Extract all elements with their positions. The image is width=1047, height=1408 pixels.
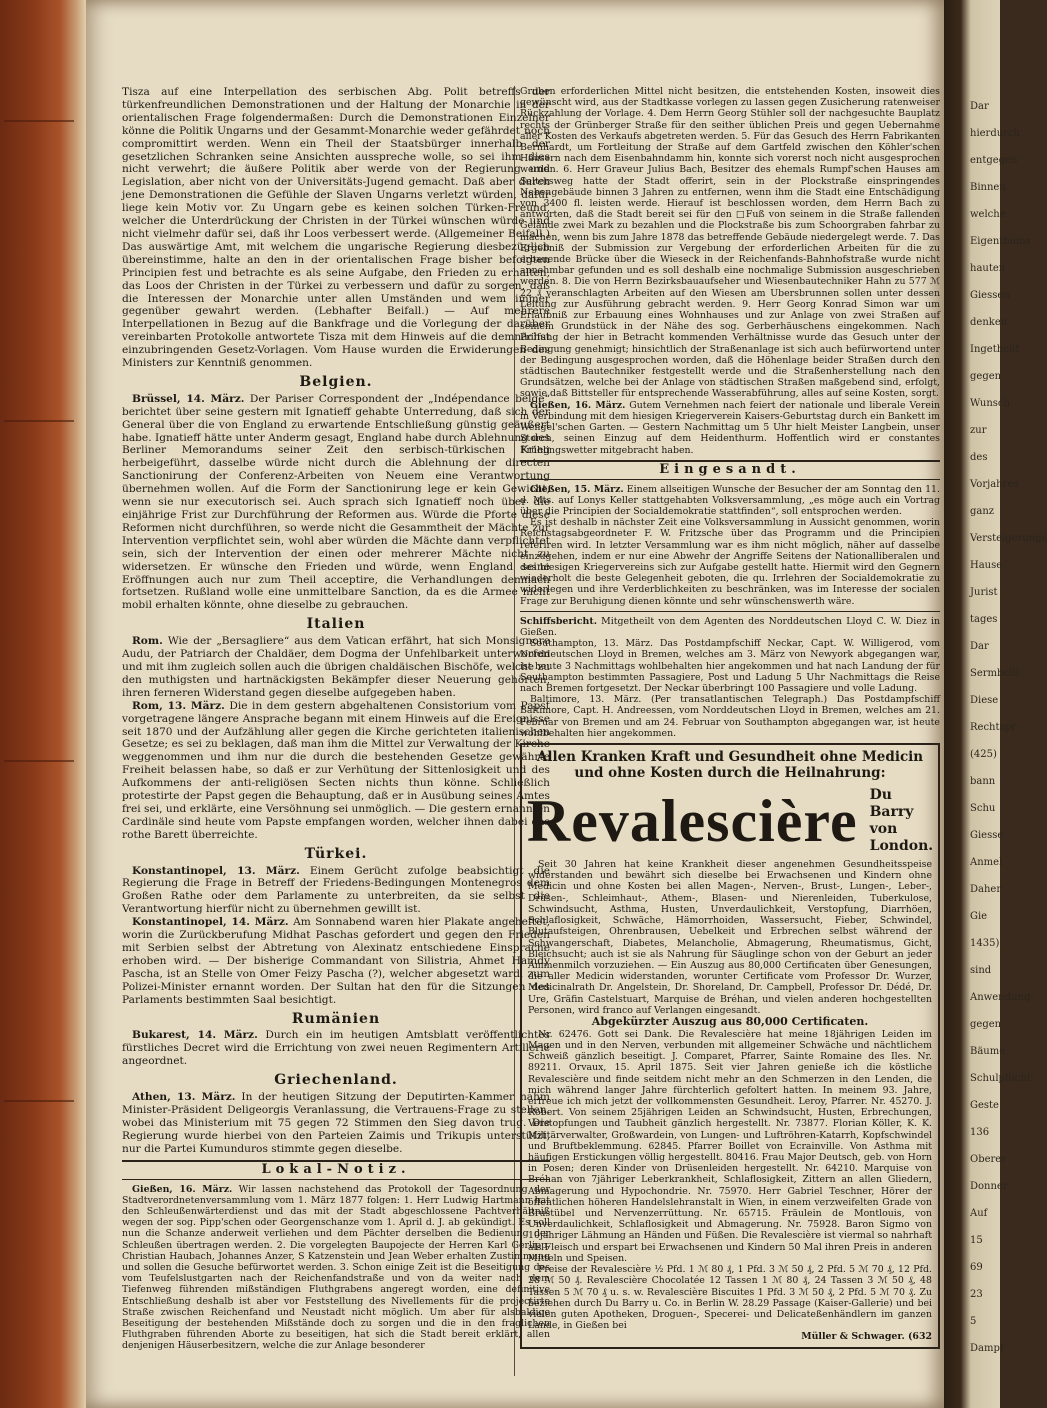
dateline-brussel: Brüssel, 14. März. <box>132 392 245 405</box>
ad-number: (632 <box>907 1331 932 1343</box>
edge-snippet: tages <box>970 614 998 625</box>
edge-snippet: 136 <box>970 1127 990 1138</box>
edge-snippet: Versteigerungs <box>970 533 1047 544</box>
dateline-rom-13: Rom, 13. März. <box>132 699 225 712</box>
edge-snippet: 69 <box>970 1262 983 1273</box>
ad-body-1: Seit 30 Jahren hat keine Krankheit dieser angenehmen Gesundheitsspeise widerstanden und bewährt sich dieselbe bei Erwachsenen und Kindern ohne Medicin und ohne Kosten bei allen Magen-, Nerven-, Brust-, Lungen-, Leber-, Drüsen-, Schleimhaut-, Athem-, Blasen- und Nierenleiden, Tuberkulose, Schwindsucht, Asthma, Husten, Unverdaulichkeit, Verstopfung, Diarrhöen, Schlaflosigkeit, Schwäche, Hämorrhoiden, Wassersucht, Fieber, Schwindel, Blutaufsteigen, Ohrenbrausen, Uebelkeit und Erbrechen selbst während der Schwangerschaft, Diabetes, Melancholie, Abmagerung, Rheumatismus, Gicht, Bleichsucht; auch ist sie als Nahrung für Säuglinge schon von der Geburt an jeder Ammenmilch vorzuziehen. — Ein Auszug aus 80,000 Certificaten über Genesungen, die aller Medicin widerstanden, worunter Certificate vom Professor Dr. Wurzer, Medicinalrath Dr. Angelstein, Dr. Shoreland, Dr. Campbell, Professor Dr. Dédé, Dr. Ure, Gräfin Castelstuart, Marquise de Bréhan, und vielen anderen hochgestellten Personen, wird franco auf Verlangen eingesandt. <box>528 859 932 1016</box>
dateline-rom: Rom. <box>132 635 163 648</box>
edge-snippet: Geste <box>970 1100 999 1111</box>
ad-body-2: Nr. 62476. Gott sei Dank. Die Revalescière hat meine 18jährigen Leiden im Magen und in den Nerven, verbunden mit allgemeiner Schwäche und nächtlichem Schweiß gänzlich beseitigt. J. Comparet, Pfarrer, Sainte Romaine des Iles. Nr. 89211. Orvaux, 15. April 1875. Seit vier Jahren genieße ich die köstliche Revalescière und finde seitdem nicht mehr an den Schmerzen in den Lenden, die mich während langer Jahre fürchterlich gefoltert hatten. In meinem 93. Jahre, erfreue ich mich jetzt der vollkommensten Gesundheit. Leroy, Pfarrer. Nr. 45270. J. Robert. Von seinem 25jährigen Leiden an Schwindsucht, Husten, Erbrechungen, Verstopfungen und Taubheit gänzlich hergestellt. Nr. 73877. Florian Köller, K. K. Militärverwalter, Großwardein, von Lungen- und Luftröhren-Katarrh, Kopfschwindel und Bruftbeklemmung. 62845. Pfarrer Boillet von Ecrainville. Von Asthma mit häufigen Erstickungen völlig hergestellt. 80416. Frau Major Deutsch, geb. von Horn in Posen; deren Kinder von Drüsenleiden hergestellt. Nr. 64210. Marquise von Bréhan von 7jähriger Leberkrankheit, Schlaflosigkeit, Zittern an allen Gliedern, Abmagerung und Hypochondrie. Nr. 75970. Herr Gabriel Teschner, Hörer der öffentlichen höheren Handelslehranstalt in Wien, in einem verzweifelten Grade von Brustübel und Nervenzerrüttung. Nr. 65715. Fräulein de Montlouis, von Unverdaulichkeit, Schlaflosigkeit und Abmagerung. Nr. 75928. Baron Sigmo von 10jähriger Lähmung an Händen und Füßen. Die Revalescière ist viermal so nahrhaft als Fleisch und erspart bei Erwachsenen und Kindern 50 Mal ihren Preis in anderen Mitteln und Speisen. <box>528 1028 932 1264</box>
ad-seller: Müller & Schwager. <box>801 1331 905 1343</box>
edge-snippet: Hause <box>970 560 1003 571</box>
tisza-paragraph: Tisza auf eine Interpellation des serbischen Abg. Polit betreffs der türkenfreundlichen Demonstrationen und der Haltung der Monarchie in der orientalischen Frage folgendermaßen: Durch die Demonstrationen Einzelner könne die Politik Ungarns und der Gesammt-Monarchie weder gefährdet noch compromittirt werden. Wenn ein Theil der Staatsbürger innerhalb der gesetzlichen Schranken seine Ansichten ausspreche wolle, so sei ihm dies nicht verwehrt; die äußere Politik aber werde von der Regierung und Legislation, aber nicht von der Universitäts-Jugend gemacht. Daß aber durch jene Demonstrationen die Gefühle der Slaven Ungarns verletzt würden, dafür liege kein Motiv vor. Zu Ungarn gebe es keinen solchen Türken-Freund, welcher die Unterdrückung der Christen in der Türkei wünschen würde und nicht vielmehr dafür sei, daß ihr Loos verbessert werde. (Allgemeiner Beifall.) Das auswärtige Amt, mit welchem die ungarische Regierung diesbezüglich übereinstimme, halte an den in der orientalischen Frage bisher befolgten Principien fest und betrachte es als seine Aufgabe, den Frieden zu erhalten, das Loos der Christen in der Türkei zu verbessern und dafür zu sorgen, daß die Interessen der Monarchie unter allen Umständen und wem immer gegenüber gewahrt werden. (Lebhafter Beifall.) — Auf mehrere Interpellationen in Bezug auf die Bankfrage und die Vorlegung der darüber vereinbarten Protokolle antwortete Tisza mit dem Hinweis auf die demnächst einzubringenden Gesetz-Vorlagen. Vom Hause wurden die Erwiderungen des Ministers zur Kenntniß genommen. <box>122 86 550 370</box>
edge-snippet: bann <box>970 776 996 787</box>
schiffsbericht-baltimore: Baltimore, 13. März. (Per transatlantischen Telegraph.) Das Postdampfschiff Baltimore, Capt. H. Andreessen, vom Norddeutschen Lloyd in Bremen, welches am 21. Februar von Bremen und am 24. Februar von Southampton abgegangen war, ist heute wohlbehalten hier angekommen. <box>520 694 940 739</box>
edge-snippet: Wunsch <box>970 398 1010 409</box>
edge-snippet: ganz <box>970 506 995 517</box>
edge-snippet: Oberer <box>970 1154 1006 1165</box>
edge-snippet: Vorjahres <box>970 479 1019 490</box>
heading-griechenland: Griechenland. <box>274 1072 398 1089</box>
edge-snippet: gegen <box>970 371 1002 382</box>
edge-snippet: zur <box>970 425 987 436</box>
konstantinopel-13-text: Einem Gerücht zufolge beabsichtigt die Regierung die Frage in Betreff der Friedens-Bedingungen Montenegros dem Großen Rathe oder dem Parlamente zu unterbreiten, da sie selbst die Verantwortung hierfür nicht zu übernehmen gewillt ist. <box>122 864 550 916</box>
heading-turkei: Türkei. <box>304 845 368 862</box>
edge-snippet: 23 <box>970 1289 983 1300</box>
heading-lokal-notiz: Lokal-Notiz. <box>122 1160 550 1180</box>
edge-snippet: Diese <box>970 695 999 706</box>
edge-snippet: Dar <box>970 641 989 652</box>
edge-snippet: Anmel <box>970 857 1003 868</box>
ad-headline: Allen Kranken Kraft und Gesundheit ohne Medicin und ohne Kosten durch die Heilnahrung: <box>536 749 924 782</box>
edge-snippet: welche <box>970 209 1006 220</box>
schiffsbericht-southampton: Southampton, 13. März. Das Postdampfschiff Neckar, Capt. W. Willigerod, vom Norddeutschen Lloyd in Bremen, welches am 3. März von Newyork abgegangen war, ist heute 3 Nachmittags wohlbehalten hier angekommen und hat nach Landung der für Southampton bestimmten Passagiere, Post und Ladung 5 Uhr Nachmittags die Reise nach Bremen fortgesetzt. Der Neckar überbringt 100 Passagiere und volle Ladung. <box>520 638 940 695</box>
edge-snippet: Bäume <box>970 1046 1006 1057</box>
edge-snippet: denken <box>970 317 1008 328</box>
heading-italien: Italien <box>306 616 366 633</box>
edge-snippet: Schulpflicht <box>970 1073 1031 1084</box>
edge-snippet: Daher <box>970 884 1002 895</box>
ad-signature <box>528 1331 932 1342</box>
heading-belgien: Belgien. <box>299 373 373 390</box>
edge-snippet: Dampf <box>970 1343 1004 1354</box>
ad-brand-by-1: Du Barry <box>869 787 914 821</box>
edge-snippet: Sermbelli <box>970 668 1019 679</box>
right-column <box>520 86 940 1349</box>
left-column <box>122 86 550 1352</box>
edge-snippet: 15 <box>970 1235 983 1246</box>
schiffsbericht-heading: Schiffsbericht. <box>520 615 597 627</box>
dateline-athen: Athen, 13. März. <box>132 1091 236 1104</box>
edge-snippet: Giessen <box>970 290 1010 301</box>
athen-text: In der heutigen Sitzung der Deputirten-Kammer nahm Minister-Präsident Deligeorgis Veranlassung, die Vertrauens-Frage zu stellen, wobei das Ministerium mit 75 gegen 72 Stimmen den Sieg davon trug. Die Regierung wurde hierbei von den Parteien Zaimis und Trikupis unterstützt, nur die Partei Kumunduros stimmte gegen dieselbe. <box>122 1091 550 1155</box>
edge-snippet: 5 <box>970 1316 977 1327</box>
edge-snippet: (425) <box>970 749 997 760</box>
ad-subheading: Abgekürzter Auszug aus 80,000 Certificaten. <box>591 1014 869 1028</box>
schiffsbericht-intro: Mitgetheilt von dem Agenten des Norddeutschen Lloyd C. W. Diez in Gießen. <box>520 615 940 639</box>
dateline-konstantinopel-14: Konstantinopel, 14. März. <box>132 916 289 929</box>
bukarest-text: Durch ein im heutigen Amtsblatt veröffentlichtes fürstliches Decret wird die Errichtung von zwei neuen Regimentern Artillerie angeordnet. <box>122 1029 550 1068</box>
edge-snippet: des <box>970 452 988 463</box>
edge-snippet: entgegen <box>970 155 1018 166</box>
heading-eingesandt: Eingesandt. <box>520 460 940 480</box>
edge-snippet: Eigenthums <box>970 236 1031 247</box>
konstantinopel-14-text: Am Sonnabend waren hier Plakate angeheftet, worin die Zurückberufung Midhat Paschas gefordert und gegen den Frieden mit Serbien selbst der Abtretung von Alexinatz entschiedene Einsprache erhoben wird. — Der bisherige Commandant von Silistria, Ahmet Hamdy Pascha, ist an Stelle von Omer Feizy Pascha (?), welcher abgesetzt ward, zum Polizei-Minister ernannt worden. Der Sultan hat den für die Sitzungen des Parlaments bestimmten Saal besichtigt. <box>122 916 550 1006</box>
dateline-konstantinopel-13: Konstantinopel, 13. März. <box>132 864 300 877</box>
ad-prices: Preise der Revalescière ½ Pfd. 1 ℳ 80 ₰, 1 Pfd. 3 ℳ 50 ₰, 2 Pfd. 5 ℳ 70 ₰, 12 Pfd. 28 ℳ 50 ₰. Revalescière Chocolatée 12 Tassen 1 ℳ 80 ₰, 24 Tassen 3 ℳ 50 ₰, 48 Tassen 5 ℳ 70 ₰ u. s. w. Revalescière Biscuites 1 Pfd. 3 ℳ 50 ₰, 2 Pfd. 5 ℳ 70 ₰. Zu beziehen durch Du Barry u. Co. in Berlin W. 28.29 Passage (Kaiser-Gallerie) und bei vielen guten Apotheken, Droguen-, Specerei- und Delicateßenhändlern im ganzen Lande, in Gießen bei <box>528 1264 932 1332</box>
edge-snippet: Gie <box>970 911 988 922</box>
eingesandt-text-2: Es ist deshalb in nächster Zeit eine Volksversammlung in Aussicht genommen, worin Reichstagsabgeordneter F. W. Fritzsche über das Programm und die Principien referiren wird. In letzter Versammlung war es ihm nicht möglich, näher auf dasselbe einzugehen, indem er nur eine Abwehr der Angriffe Seitens der Nationalliberalen und des hiesigen Kriegervereins sich zur Aufgabe gestellt hatte. Hiermit wird den Gegnern wiederholt die beste Gelegenheit geboten, die qu. Irrlehren der Socialdemokratie zu widerlegen und ihre Verderblichkeiten zu beschränken, was im Interesse der socialen Frage zur Beruhigung dienen könnte und sehr wünschenswerth wäre. <box>520 517 940 607</box>
revalesciere-advertisement <box>520 743 940 1348</box>
ad-brand-name: Revalescière <box>526 788 858 855</box>
edge-snippet: Donner <box>970 1181 1008 1192</box>
dateline-giessen: Gießen, 16. März. <box>132 1183 233 1195</box>
edge-snippet: sind <box>970 965 992 976</box>
ad-brand <box>528 787 932 855</box>
edge-snippet: hauten <box>970 263 1006 274</box>
divider-rule <box>520 611 940 612</box>
protocol-continuation: Gruben erforderlichen Mittel nicht besitzen, die entstehenden Kosten, insoweit dies gewünscht wird, aus der Stadtkasse vorlegen zu lassen gegen Zusicherung ratenweiser Rückzahlung der Vorlage. 4. Dem Herrn Georg Stühler soll der nachgesuchte Bauplatz rechts der Grünberger Straße für den seither üblichen Preis und gegen Uebernahme aller Kosten des Verkaufs abgetreten werden. 5. Für das Gesuch des Herrn Fabrikanten Bernhardt, um Fortleitung der Straße auf dem Gartfeld zwischen den Köhler'schen Häusern nach dem Eisenbahndamm hin, konnte sich vorerst noch nicht ausgesprochen werden. 6. Herr Graveur Julius Bach, Besitzer des ehemals Rumpf'schen Hauses am Seltersweg hatte der Stadt offerirt, sein in der Plockstraße einspringendes Nebengebäude binnen 3 Jahren zu entfernen, wenn ihm die Stadt eine Entschädigung von 3400 fl. leisten werde. Hierauf ist beschlossen worden, dem Herrn Bach zu antworten, daß die Stadt bereit sei für den □Fuß von seinem in die Straße fallenden Gelände zwei Mark zu bezahlen und die Plockstraße bis zum Schoorgraben fahrbar zu machen, wenn bis zum Jahre 1878 das betreffende Gebäude niedergelegt werde. 7. Das Ergebniß der Submission zur Vergebung der erforderlichen Arbeiten für die zu erbauende Brücke über die Wieseck in der Reichenfands-Bahnhofstraße wurde nicht annehmbar gefunden und es soll deshalb eine nochmalige Submission ausgeschrieben werden. 8. Die von Herrn Bezirksbauaufseher und Wiesenbautechniker Hahn zu 577 ℳ 22 ₰ veranschlagten Arbeiten auf den Wiesen am Ubersbrunnen sollen unter dessen Leitung zur Ausführung gebracht werden. 9. Herr Georg Konrad Simon war um Erlaubniß zur Erbauung eines Wohnhauses und zur Anlage von zwei Straßen auf seinem Grundstück in der Nähe des sog. Gerberhäuschens eingekommen. Nach Prüfung der hier in Betracht kommenden Verhältnisse wurde das Gesuch unter der Bedingung genehmigt; hinsichtlich der Straßenanlage ist sich auch befürwortend unter der Bedingung ausgesprochen worden, daß die Höhenlage beider Straßen durch den städtischen Bautechniker festgestellt werde und die Straßenherstellung nach den Grundsätzen, welche bei der Anlage von städtischen Straßen maßgebend sind, erfolgt, sowie daß Bittsteller für entsprechende Wasserabführung, alles auf seine Kosten, sorgt. <box>520 86 940 400</box>
edge-snippet: 1435) <box>970 938 1000 949</box>
book-next-page-edge <box>944 0 1047 1408</box>
edge-snippet: Ingetheilt <box>970 344 1020 355</box>
rom-text: Wie der „Bersagliere“ aus dem Vatican erfährt, hat sich Monsignore Audu, der Patriarch der Chaldäer, dem Dogma der Unfehlbarkeit unterworfen und mit ihm zugleich sollen auch die übrigen chaldäischen Bischöfe, welche zu den muthigsten und hartnäckigsten Bekämpfer dieser Neuerung gehörten, ihren ferneren Widerstand gegen dieselbe aufgegeben haben. <box>122 635 550 699</box>
edge-snippet: hierdurch <box>970 128 1020 139</box>
newspaper-page <box>86 0 944 1408</box>
edge-snippet: gegen <box>970 1019 1002 1030</box>
edge-snippet: Auf <box>970 1208 988 1219</box>
dateline-giessen-2: Gießen, 16. März. <box>530 399 626 411</box>
ad-brand-origin <box>870 787 934 855</box>
lokal-notiz-text: Wir lassen nachstehend das Protokoll der Tagesordnung der Stadtverordnetenversammlung vom 1. März 1877 folgen: 1. Herr Ludwig Hartmann hat den Schleußenwärterdienst und das mit der Stadt abgeschlossene Pachtverhältniß wegen der sog. Pipp'schen oder Georgenschanze vom 1. April d. J. ab gekündigt. Es soll nun die Schanze anderweit verliehen und dem Pächter derselben die Bedienung der Schleußen übertragen werden. 2. Die vorgelegten Baupojecte der Herren Karl Gerlipp, Christian Haubach, Johannes Anzer, S Katzenstein und Jean Weber erhalten Zustimmung und sollen die Gesuche befürwortet werden. 3. Schon einige Zeit ist die Beseitigung des vom Teufelslustgarten nach der Reichenfandstraße und von da weiter nach dem Tiefenweg führenden mißständigen Fluthgrabens angeregt worden, eine definitive Entschließung deshalb ist aber vor Feststellung des Nivellements für die projectirte Straße zwischen Reichenfand und Neustadt nicht möglich. Um aber für alsbaldige Beseitigung der bestehenden Mißstände doch zu sorgen und die in den fraglichen Fluthgraben führenden Aborte zu beseitigen, hat sich die Stadt bereit erklärt, allen denjenigen Häuserbesitzern, welche die zur Anlage besonderer <box>122 1183 550 1352</box>
brussel-text: Der Pariser Correspondent der „Indépendance belge“ berichtet über seine gestern mit Ignatieff gehabte Unterredung, daß sich der General über die von England zu erwartende Entschließung günstig geäußert habe. Ignatieff hätte unter Anderm gesagt, England habe durch Ablehnung des Berliner Memorandums seiner Zeit den serbisch-türkischen Krieg herbeigeführt, dasselbe würde nicht durch die Ablehnung der directen Sanctionirung der Conferenz-Arbeiten von Neuem eine Verantwortung übernehmen wollen. Auf die Form der Sanctionirung lege er kein Gewicht, wenn sie nur executorisch sei. Auch sprach sich Ignatieff noch über die einjährige Frist zur Durchführung der Reformen aus. Würde die Pforte diese Reformen nicht durchführen, so werde nicht die Gesammtheit der Mächte zur Intervention verpflichtet sein, wohl aber würden die Mächte dann verpflichtet sein, sich der Intervention der einen oder mehrerer Mächte nicht zu widersetzen. Er wünsche den Frieden und würde, wenn England seine Eröffnungen auch nur zum Theil acceptire, die Verhandlungen demnach fortsetzen. Rußland wolle eine unmittelbare Sanction, da es die Armee nicht mobil erhalten könnte, ohne dieselbe zu gebrauchen. <box>122 392 550 612</box>
dateline-eingesandt: Gießen, 15. März. <box>530 483 624 495</box>
edge-snippet: Schu <box>970 803 996 814</box>
heading-rumanien: Rumänien <box>291 1010 381 1027</box>
giessen-news-text: Gutem Vernehmen nach feiert der nationale und liberale Verein in Verbindung mit dem hiesigen Kriegerverein Kaisers-Geburtstag durch ein Bankett im Wengel'schen Garten. — Gestern Nachmittag um 5 Uhr hielt Meister Langbein, unser Storch, seinen Einzug auf dem Heidenthurm. Hoffentlich wird er constantes Frühlingswetter mitgebracht haben. <box>520 399 940 456</box>
ad-brand-by-2: von London. <box>869 821 934 855</box>
edge-snippet: Giesse <box>970 830 1004 841</box>
edge-snippet: Dar <box>970 101 989 112</box>
edge-snippet: Anwendung <box>970 992 1031 1003</box>
edge-snippet: Rechtspr <box>970 722 1016 733</box>
book-binding-left <box>0 0 86 1408</box>
edge-snippet: Binnen <box>970 182 1006 193</box>
eingesandt-text-1: Einem allseitigen Wunsche der Besucher der am Sonntag den 11. d. Mts. auf Lonys Keller stattgehabten Volksversammlung, „es möge auch ein Vortrag über die Principien der Socialdemokratie stattfinden“, soll entsprochen werden. <box>520 483 940 518</box>
edge-snippet: Jurist <box>970 587 998 598</box>
dateline-bukarest: Bukarest, 14. März. <box>132 1029 258 1042</box>
rom-13-text: Die in dem gestern abgehaltenen Consistorium vom Papst vorgetragene längere Ansprache begann mit einem Hinweis auf die Ereignisse seit 1870 und der Aufzählung aller gegen die Kirche gerichteten italienischen Gesetze; es sei zu beklagen, daß man ihm die Mittel zur Verwaltung der Kirche weggenommen und ihm nur die durch die bestehenden Gesetze gewährte Freiheit belassen habe, so daß er zur Verhütung der Sittenlosigkeit und des Aufkommens der anti-religiösen Secten nichts thun könne. Schließlich protestirte der Papst gegen die Behauptung, daß er in Ausübung seines Amtes frei sei, und erklärte, eine Versöhnung sei unmöglich. — Die gestern ernannten Cardinäle sind heute vom Papste empfangen worden, welcher ihnen dabei das rothe Barett überreichte. <box>122 699 550 841</box>
